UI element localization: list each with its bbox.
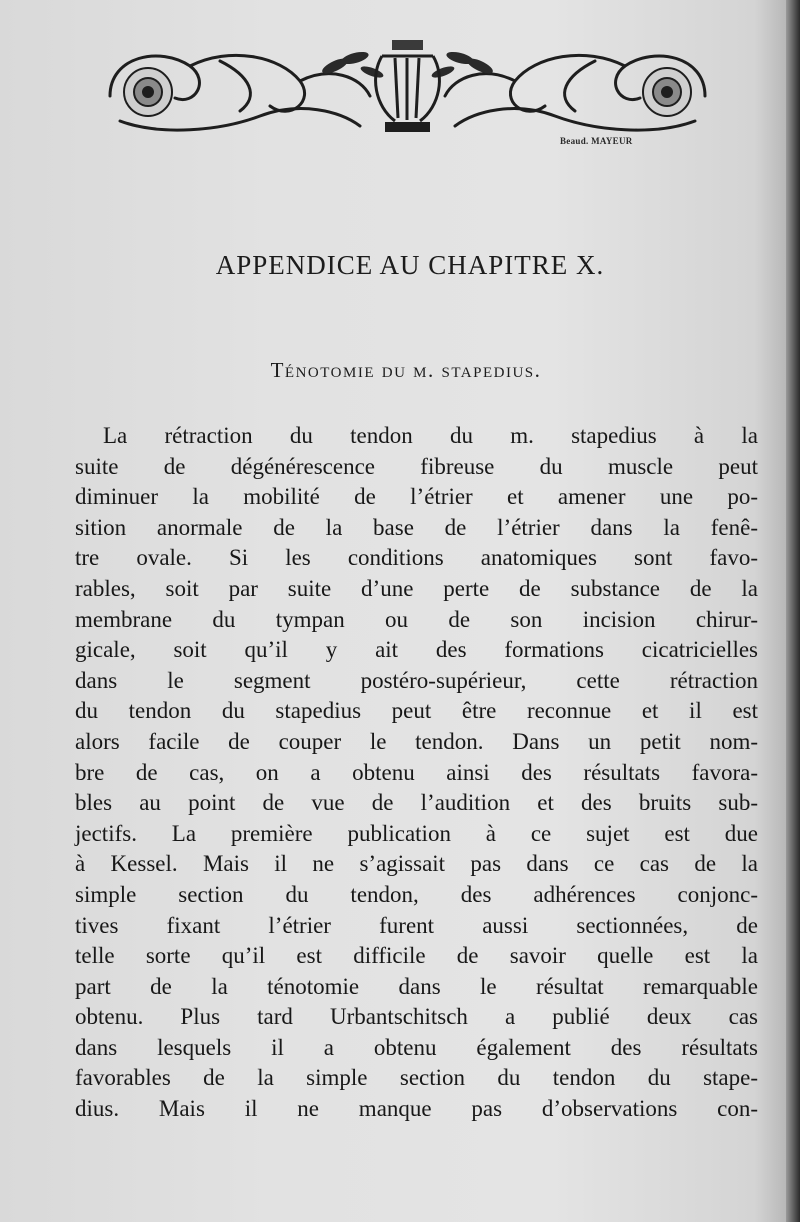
page-edge-shadow [786, 0, 800, 1222]
text-line: jectifs. La première publication à ce sujet est due [75, 820, 758, 846]
section-title: Ténotomie du m. stapedius. [270, 358, 542, 382]
text-line: alors facile de couper le tendon. Dans un petit nom- [75, 728, 758, 754]
text-line: diminuer la mobilité de l’étrier et amener une po- [75, 484, 758, 510]
text-line: à Kessel. Mais il ne s’agissait pas dans ce cas de la [75, 851, 758, 877]
text-line: dans lesquels il a obtenu également des résultats [75, 1034, 758, 1060]
text-line: bre de cas, on a obtenu ainsi des résultats favora- [75, 759, 758, 785]
text-line: telle sorte qu’il est difficile de savoir quelle est la [75, 943, 758, 969]
text-line: La rétraction du tendon du m. stapedius à la [103, 423, 758, 448]
text-line: membrane du tympan ou de son incision chirur- [75, 606, 758, 632]
text-line: tives fixant l’étrier furent aussi sectionnées, de [75, 912, 758, 938]
text-line: suite de dégénérescence fibreuse du muscle peut [75, 453, 758, 479]
text-line: sition anormale de la base de l’étrier dans la fenê- [75, 514, 758, 540]
text-line: obtenu. Plus tard Urbantschitsch a publié deux cas [75, 1004, 758, 1030]
decorative-headpiece-ornament [100, 36, 715, 148]
chapter-title: APPENDICE AU CHAPITRE X. [215, 250, 605, 280]
body-paragraph [75, 421, 758, 1125]
text-line: bles au point de vue de l’audition et des bruits sub- [75, 790, 758, 816]
text-line: dans le segment postéro-supérieur, cette rétraction [75, 667, 758, 693]
text-line: rables, soit par suite d’une perte de substance de la [75, 575, 758, 601]
text-line: part de la ténotomie dans le résultat remarquable [75, 973, 758, 999]
text-line: simple section du tendon, des adhérences conjonc- [75, 881, 758, 907]
text-line: favorables de la simple section du tendon du stape- [75, 1065, 758, 1091]
engraver-signature: Beaud. MAYEUR [560, 136, 633, 146]
text-line: tre ovale. Si les conditions anatomiques sont favo- [75, 545, 758, 571]
text-line: gicale, soit qu’il y ait des formations cicatricielles [75, 637, 758, 663]
text-line: du tendon du stapedius peut être reconnue et il est [75, 698, 758, 724]
text-line: dius. Mais il ne manque pas d’observations con- [75, 1096, 758, 1122]
